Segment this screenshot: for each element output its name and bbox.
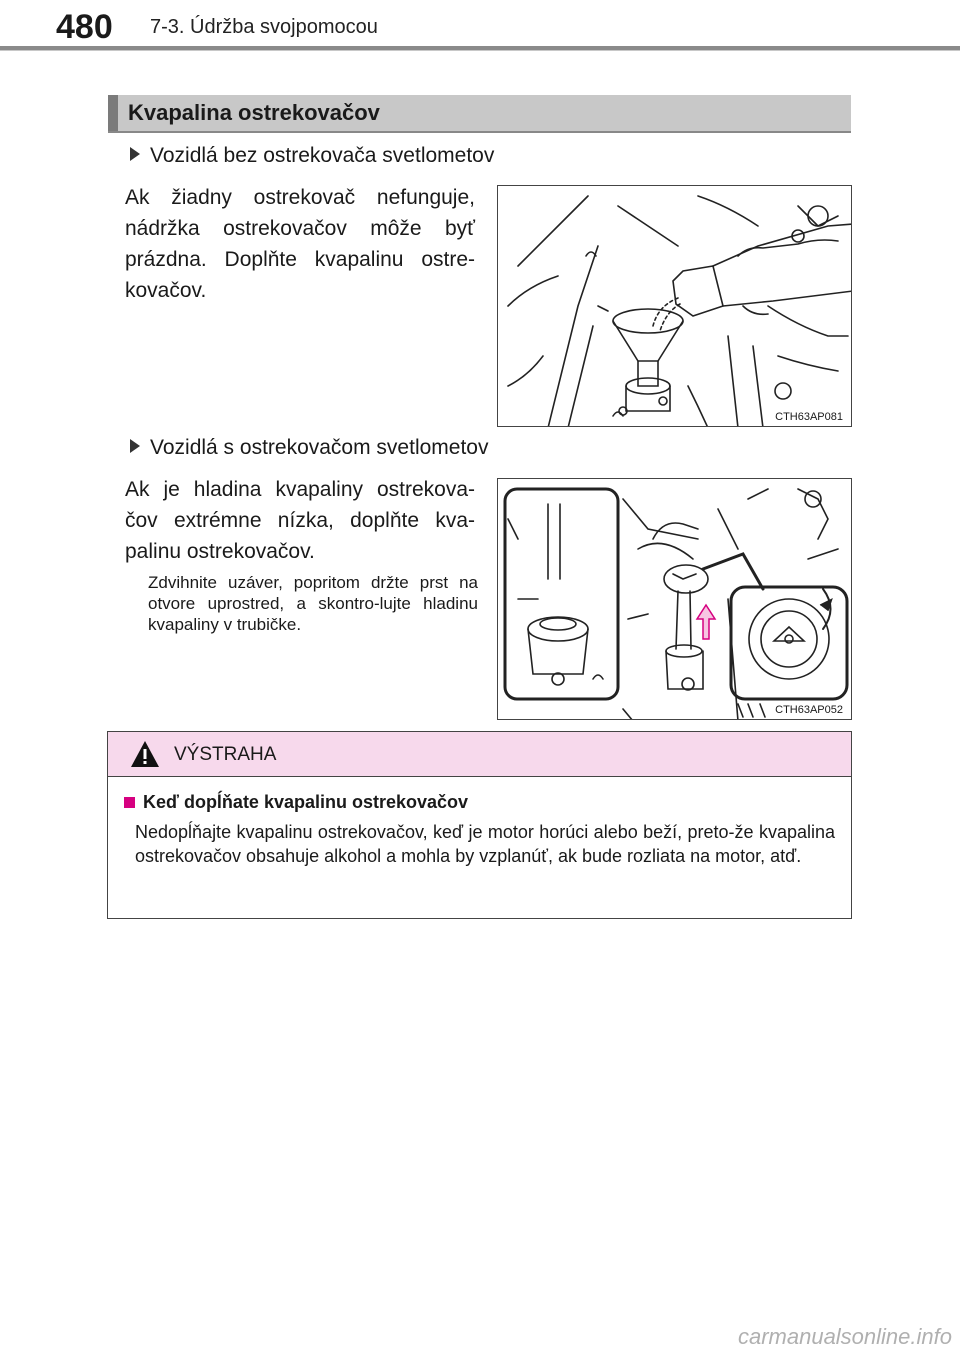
bullet-heading-with-headlamp-washer: Vozidlá s ostrekovačom svetlometov <box>130 436 488 460</box>
warning-label: VÝSTRAHA <box>174 744 277 765</box>
figure-check-fluid-level <box>497 478 852 720</box>
square-bullet-icon <box>124 797 135 808</box>
watermark: carmanualsonline.info <box>737 1324 952 1349</box>
section-title: Kvapalina ostrekovačov <box>108 95 851 131</box>
section-title-rule <box>108 131 851 133</box>
warning-header <box>108 732 851 777</box>
header-divider-thin <box>0 50 960 51</box>
chapter-title: 7-3. Údržba svojpomocou <box>150 16 378 38</box>
warning-box <box>107 731 852 919</box>
triangle-bullet-icon <box>130 147 140 161</box>
page-header <box>0 0 960 80</box>
note-text-block2: Zdvihnite uzáver, popritom držte prst na otvore uprostred, a skontro-lujte hladinu kvapaliny v trubičke. <box>148 573 478 634</box>
reservoir-cap-illustration <box>498 479 852 720</box>
body-text-block2: Ak je hladina kvapaliny ostrekova-čov extrémne nízka, doplňte kva-palinu ostrekovačov. <box>125 478 475 563</box>
body-text-block1: Ak žiadny ostrekovač nefunguje, nádržka ostrekovačov môže byť prázdna. Doplňte kvapalinu ostre-kovačov. <box>125 186 475 302</box>
warning-subheading: Keď dopĺňate kvapalinu ostrekovačov <box>124 792 468 813</box>
warning-text: Nedopĺňajte kvapalinu ostrekovačov, keď je motor horúci alebo beží, preto-že kvapalina ostrekovačov obsahuje alkohol a mohla by vzplanúť, ak bude rozliata na motor, atď. <box>135 822 835 866</box>
bullet-heading-no-headlamp-washer: Vozidlá bez ostrekovača svetlometov <box>130 144 494 168</box>
figure-code-2: CTH63AP052 <box>775 704 843 716</box>
engine-bay-funnel-illustration <box>498 186 852 427</box>
triangle-bullet-icon <box>130 439 140 453</box>
warning-triangle-icon <box>130 740 160 768</box>
figure-filling-washer-fluid <box>497 185 852 427</box>
page-number: 480 <box>56 8 113 46</box>
figure-code-1: CTH63AP081 <box>775 411 843 423</box>
